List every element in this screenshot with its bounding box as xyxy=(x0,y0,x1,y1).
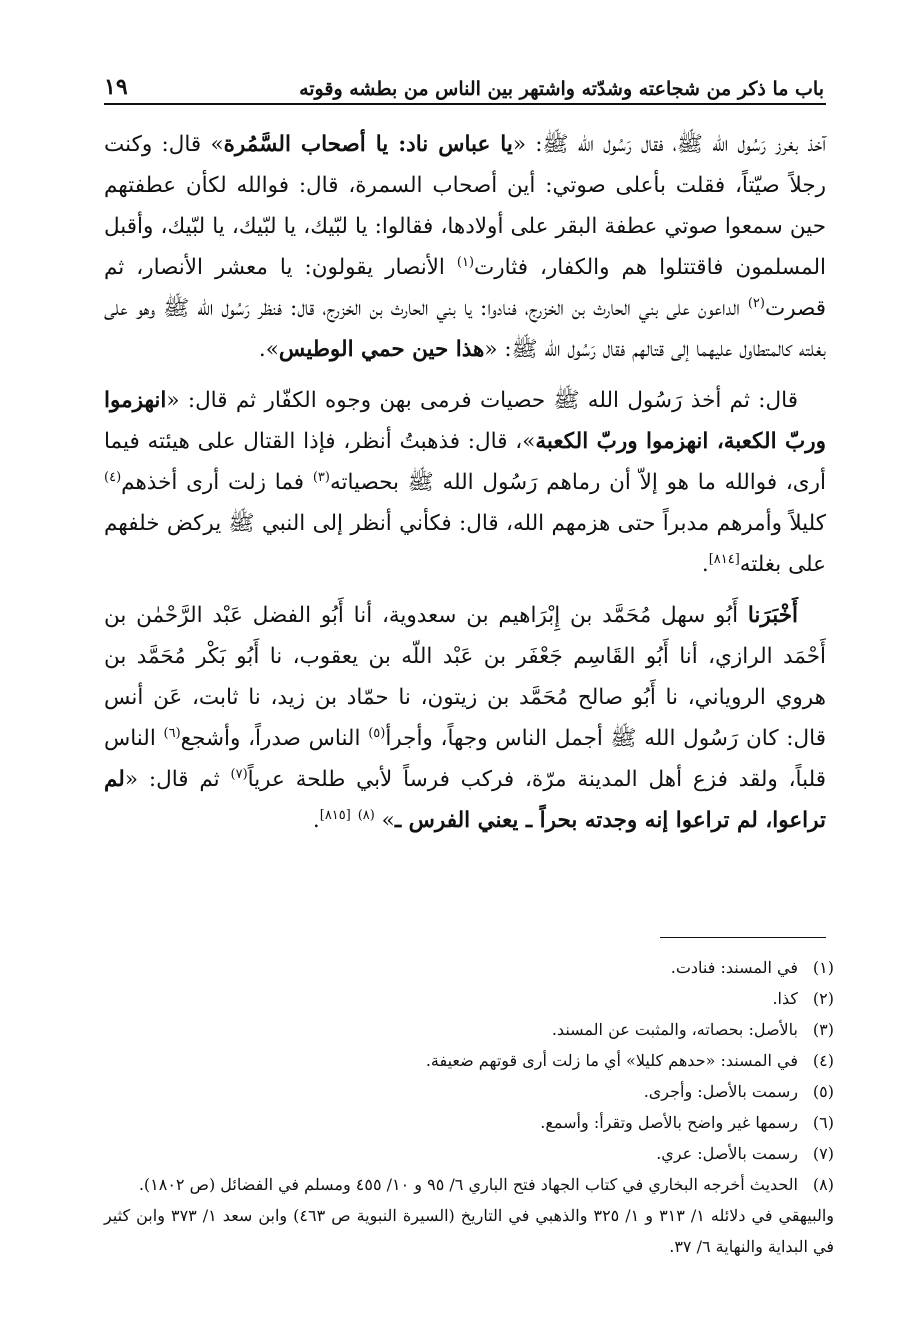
quoted-speech: انهزموا وربّ الكعبة، انهزموا وربّ الكعبة xyxy=(104,388,826,454)
footnote-number: (٤) xyxy=(812,1051,834,1070)
text-run: . xyxy=(312,808,320,833)
running-head xyxy=(104,60,824,100)
footnote xyxy=(104,1138,834,1169)
footnote-text: الحديث أخرجه البخاري في كتاب الجهاد فتح الباري ٦/ ٩٥ و ١٠/ ٤٥٥ ومسلم في الفضائل (ص ١٨٠٢). xyxy=(138,1175,798,1194)
text-run: »، قال: فذهبتُ أنظر، فإذا القتال على هيئته فيما أرى، فوالله ما هو إلاّ أن رماهم رَسُول الله ﷺ بحصياته xyxy=(104,429,826,495)
text-run: . xyxy=(701,552,709,577)
page-number: ١٩ xyxy=(104,74,128,100)
text-run xyxy=(351,808,358,833)
main-text xyxy=(104,124,826,851)
footnote xyxy=(104,1076,834,1107)
footnote-marker: [٨١٥] xyxy=(319,807,351,823)
footnote-text: في المسند: فنادت. xyxy=(670,958,798,977)
text-run: آخذ بغرز رَسُول الله ﷺ، فقال رَسُول الله ﷺ: « xyxy=(512,132,827,157)
footnote-continuation: والبيهقي في دلائله ١/ ٣١٣ و ١/ ٣٢٥ والذهبي في التاريخ (السيرة النبوية ص ٤٦٣) وابن سعد ١/ ٣٧٣ وابن كثير في البداية والنهاية ٦/ ٣٧. xyxy=(104,1206,835,1256)
footnote xyxy=(104,1169,834,1200)
footnote-number: (٦) xyxy=(812,1113,834,1132)
footnote-marker: (٢) xyxy=(747,295,765,311)
footnote-number: (٧) xyxy=(812,1144,834,1163)
quoted-speech: هذا حين حمي الوطيس xyxy=(278,337,485,362)
text-run: قال: ثم أخذ رَسُول الله ﷺ حصيات فرمى بهن وجوه الكفّار ثم قال: « xyxy=(166,388,798,413)
footnote-text: في المسند: «حدهم كليلا» أي ما زلت أرى قوتهم ضعيفة. xyxy=(425,1051,798,1070)
footnote-marker: (٤) xyxy=(104,469,122,485)
footnote-text: رسمها غير واضح بالأصل وتقرأ: وأسمع. xyxy=(540,1113,798,1132)
footnote-marker: (٧) xyxy=(230,766,248,782)
footnote-text: بالأصل: بحصاته، والمثبت عن المسند. xyxy=(551,1020,798,1039)
text-run: فما زلت أرى أخذهم xyxy=(121,470,313,495)
footnote-marker: (٥) xyxy=(368,725,386,741)
footnote-text: رسمت بالأصل: وأجرى. xyxy=(643,1082,798,1101)
footnote xyxy=(104,1107,834,1138)
header-rule xyxy=(104,103,826,105)
footnote-number: (٣) xyxy=(812,1020,834,1039)
footnote xyxy=(104,952,834,983)
text-run: كليلاً وأمرهم مدبراً حتى هزمهم الله، قال: فكأني أنظر إلى النبي ﷺ يركض خلفهم على بغلته xyxy=(104,511,826,577)
footnote-number: (٥) xyxy=(812,1082,834,1101)
footnote-text: رسمت بالأصل: عري. xyxy=(656,1144,798,1163)
running-title: باب ما ذكر من شجاعته وشدّته واشتهر بين الناس من بطشه وقوته xyxy=(299,78,824,100)
quoted-speech: يا عباس ناد: يا أصحاب السَّمُرة xyxy=(223,132,513,157)
footnote xyxy=(104,983,834,1014)
paragraph xyxy=(104,380,826,585)
footnote xyxy=(104,1014,834,1045)
footnote-marker: [٨١٤] xyxy=(708,551,740,567)
footnote-marker: (٦) xyxy=(163,725,181,741)
text-run: أَبُو سهل مُحَمَّد بن إِبْرَاهيم بن سعدوية، أنا أَبُو الفضل عَبْد الرَّحْمٰن بن أَحْمَد الرازي، أنا أَبُو القَاسِم جَعْفَر بن عَبْد اللّه بن يعقوب، نا أَبُو بَكْر مُحَمَّد بن هروي الروياني، نا أَبُو صالح مُحَمَّد بن زيتون، نا حمّاد بن زيد، نا ثابت، عَن أنس قال: كان رَسُول الله ﷺ أجمل الناس وجهاً، وأجرأ xyxy=(104,603,826,751)
footnote-rule xyxy=(660,937,826,938)
paragraph xyxy=(104,595,826,841)
footnotes xyxy=(104,952,834,1262)
quoted-speech: لم تراعوا، لم تراعوا إنه وجدته بحراً ـ يعني الفرس ـ xyxy=(104,767,826,833)
text-run: ». xyxy=(258,337,279,362)
text-run: الناس صدراً، وأشجع xyxy=(180,726,369,751)
footnote-text: كذا. xyxy=(772,989,798,1008)
footnote-marker: (٨) xyxy=(357,807,375,823)
quoted-speech: أَخْبَرَنا xyxy=(747,603,798,628)
footnote-marker: (١) xyxy=(456,254,475,270)
footnote xyxy=(104,1045,834,1076)
text-run: الأنصار يقولون: يا معشر الأنصار، ثم قصرت xyxy=(104,255,826,321)
text-run: الداعون على بني الحارث بن الخزرج، فنادوا: يا بني الحارث بن الخزرج، قال: فنظر رَسُول الله ﷺ وهو على بغلته كالمتطاول عليهما إلى قتالهم فقال رَسُول الله ﷺ: « xyxy=(104,296,826,362)
text-run: » قال: وكنت رجلاً صيّتاً، فقلت بأعلى صوتي: أين أصحاب السمرة، قال: فوالله لكأن عطفتهم حين سمعوا صوتي عطفة البقر على أولادها، فقالوا: يا لبّيك، يا لبّيك، يا لبّيك، وأقبل المسلمون فاقتتلوا هم والكفار، فثارت xyxy=(104,132,826,280)
text-run: الناس قلباً، ولقد فزع أهل المدينة مرّة، فركب فرساً لأبي طلحة عرياً xyxy=(104,726,826,792)
paragraph xyxy=(104,124,826,370)
footnote-number: (٢) xyxy=(812,989,834,1008)
text-run: ثم قال: « xyxy=(124,767,231,792)
footnote-number: (١) xyxy=(812,958,834,977)
text-run: » xyxy=(374,808,395,833)
footnote-marker: (٣) xyxy=(312,469,330,485)
footnote-number: (٨) xyxy=(812,1175,834,1194)
